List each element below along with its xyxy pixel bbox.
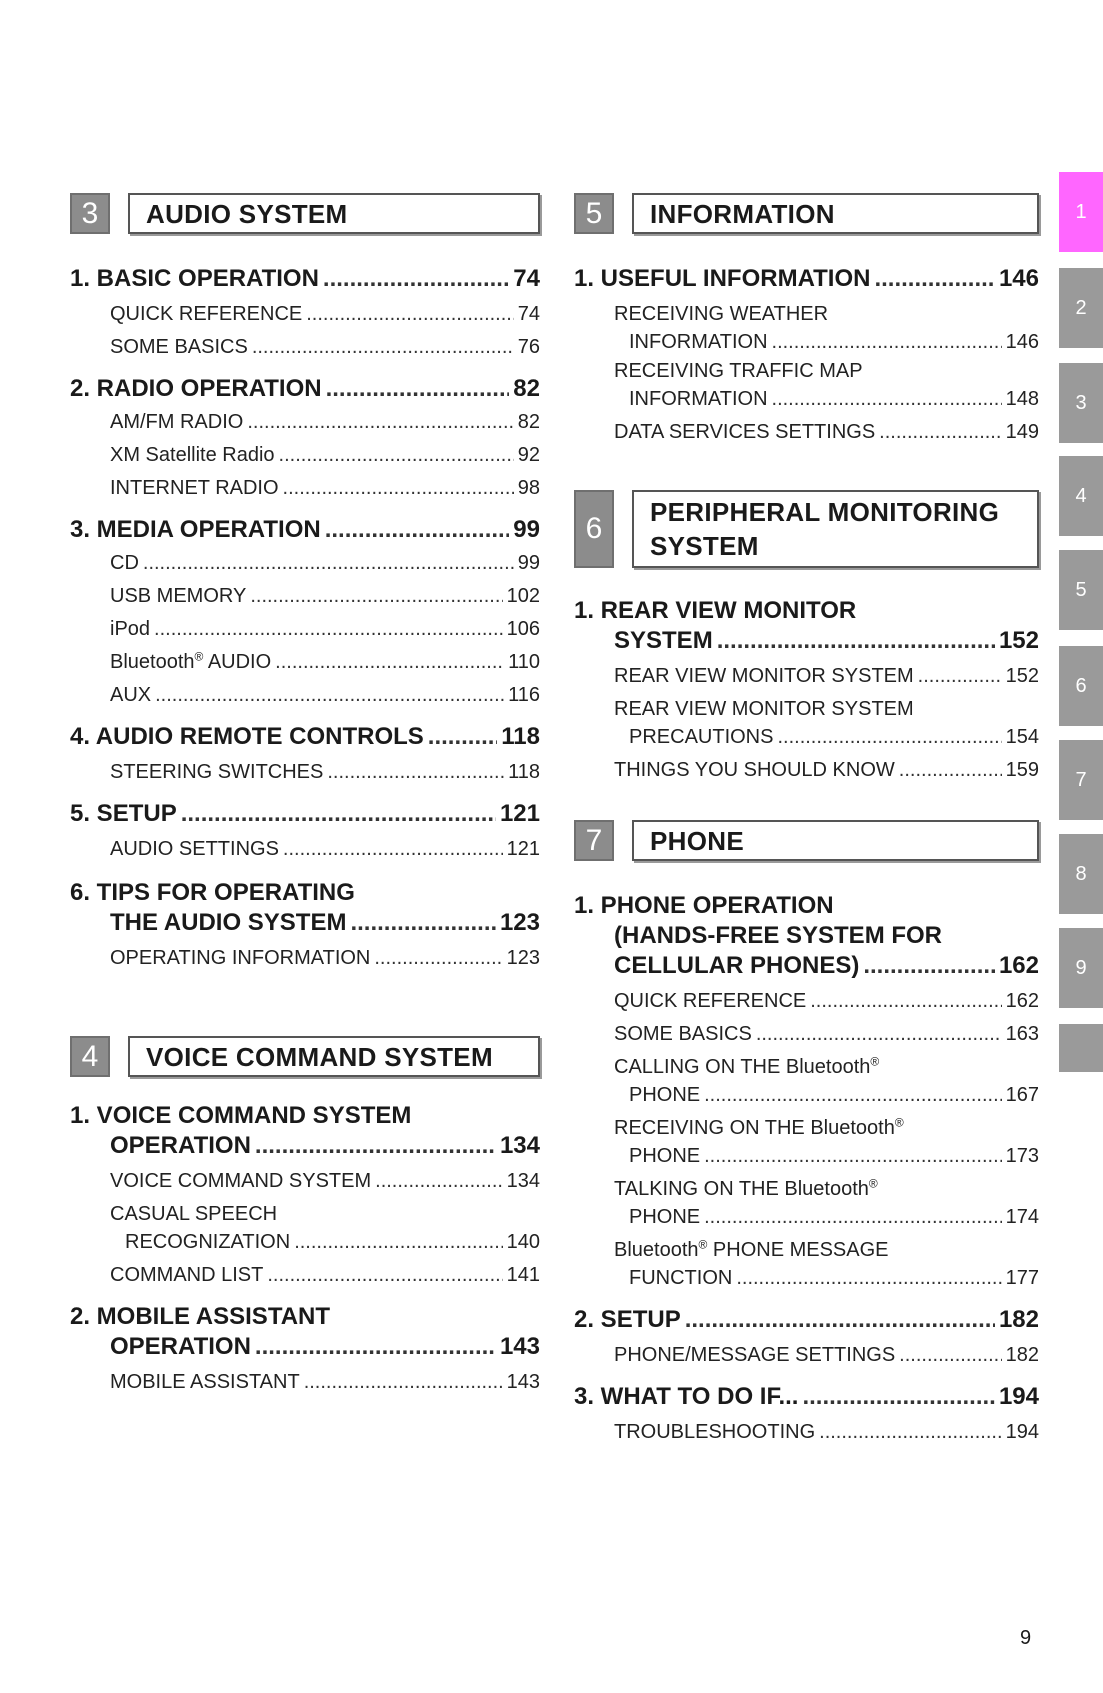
chapter-tab-2[interactable]: 2 [1059,268,1103,348]
section-title: AUDIO SYSTEM [128,193,540,234]
toc-item[interactable]: TROUBLESHOOTING ..... 194 [574,1421,1039,1454]
section-number: 6 [574,490,614,568]
toc-list-information [574,265,1039,454]
toc-item[interactable]: TALKING ON THE Bluetooth® PHONE ..... 174 [574,1178,1039,1239]
toc-item[interactable]: iPod ..... 106 [70,618,540,651]
section-voice-command [70,1036,540,1077]
toc-item[interactable]: AUX ..... 116 [70,684,540,717]
toc-list-audio [70,265,540,980]
toc-item[interactable]: QUICK REFERENCE ..... 162 [574,990,1039,1023]
section-number: 5 [574,193,614,234]
toc-heading[interactable]: 1. REAR VIEW MONITOR SYSTEM ..... 152 [574,597,1039,657]
chapter-tab-5[interactable]: 5 [1059,550,1103,630]
toc-item[interactable]: PHONE/MESSAGE SETTINGS ..... 182 [574,1344,1039,1377]
toc-item[interactable]: SOME BASICS ..... 163 [574,1023,1039,1056]
toc-item[interactable]: Bluetooth® AUDIO ..... 110 [70,651,540,684]
section-title: VOICE COMMAND SYSTEM [128,1036,540,1077]
page-number: 9 [1020,1627,1032,1649]
section-information [574,193,1039,234]
toc-item[interactable]: MOBILE ASSISTANT ..... 143 [70,1371,540,1404]
section-title: INFORMATION [632,193,1039,234]
toc-heading[interactable]: 1. BASIC OPERATION ..... 74 [70,265,540,295]
toc-item[interactable]: VOICE COMMAND SYSTEM ..... 134 [70,1170,540,1203]
toc-item[interactable]: DATA SERVICES SETTINGS ..... 149 [574,421,1039,454]
chapter-tab-7[interactable]: 7 [1059,740,1103,820]
chapter-tab-3[interactable]: 3 [1059,363,1103,443]
toc-item[interactable]: AUDIO SETTINGS ..... 121 [70,838,540,871]
toc-item[interactable]: RECEIVING TRAFFIC MAP INFORMATION ..... 148 [574,360,1039,421]
toc-heading[interactable]: 2. RADIO OPERATION ..... 82 [70,375,540,405]
toc-list-peripheral [574,597,1039,792]
toc-item[interactable]: AM/FM RADIO ..... 82 [70,411,540,444]
chapter-tab-1[interactable]: 1 [1059,172,1103,252]
toc-list-voice [70,1102,540,1404]
section-number: 7 [574,820,614,861]
toc-item[interactable]: STEERING SWITCHES ..... 118 [70,761,540,794]
toc-heading[interactable]: 2. SETUP ..... 182 [574,1306,1039,1336]
toc-item[interactable]: CALLING ON THE Bluetooth® PHONE ..... 167 [574,1056,1039,1117]
toc-item[interactable]: Bluetooth® PHONE MESSAGE FUNCTION ..... 177 [574,1239,1039,1300]
toc-heading[interactable]: 5. SETUP ..... 121 [70,800,540,830]
toc-heading[interactable]: 3. WHAT TO DO IF... ..... 194 [574,1383,1039,1413]
toc-heading[interactable]: 1. PHONE OPERATION (HANDS-FREE SYSTEM FOR CELLULAR PHONES) ..... 162 [574,892,1039,982]
section-peripheral-monitoring [574,490,1039,568]
toc-heading[interactable]: 2. MOBILE ASSISTANT OPERATION ..... 143 [70,1303,540,1363]
section-number: 4 [70,1036,110,1077]
section-title: PERIPHERAL MONITORING SYSTEM [632,490,1039,568]
toc-item[interactable]: OPERATING INFORMATION ..... 123 [70,947,540,980]
toc-item[interactable]: QUICK REFERENCE ..... 74 [70,303,540,336]
toc-heading[interactable]: 6. TIPS FOR OPERATING THE AUDIO SYSTEM ..... 123 [70,879,540,939]
toc-heading[interactable]: 3. MEDIA OPERATION ..... 99 [70,516,540,546]
toc-item[interactable]: REAR VIEW MONITOR SYSTEM PRECAUTIONS ..... 154 [574,698,1039,759]
chapter-tab-4[interactable]: 4 [1059,456,1103,536]
toc-item[interactable]: XM Satellite Radio ..... 92 [70,444,540,477]
toc-heading[interactable]: 1. USEFUL INFORMATION ..... 146 [574,265,1039,295]
toc-item[interactable]: CD ..... 99 [70,552,540,585]
toc-heading[interactable]: 1. VOICE COMMAND SYSTEM OPERATION ..... 134 [70,1102,540,1162]
toc-item[interactable]: REAR VIEW MONITOR SYSTEM ..... 152 [574,665,1039,698]
section-title: PHONE [632,820,1039,861]
toc-item[interactable]: SOME BASICS ..... 76 [70,336,540,369]
chapter-tab-6[interactable]: 6 [1059,646,1103,726]
section-number: 3 [70,193,110,234]
toc-item[interactable]: INTERNET RADIO ..... 98 [70,477,540,510]
toc-item[interactable]: CASUAL SPEECH RECOGNIZATION ..... 140 [70,1203,540,1264]
section-audio-system [70,193,540,234]
toc-item[interactable]: COMMAND LIST ..... 141 [70,1264,540,1297]
chapter-tab-index[interactable] [1059,1024,1103,1072]
toc-item[interactable]: THINGS YOU SHOULD KNOW ..... 159 [574,759,1039,792]
chapter-tab-9[interactable]: 9 [1059,928,1103,1008]
toc-item[interactable]: RECEIVING ON THE Bluetooth® PHONE ..... 173 [574,1117,1039,1178]
toc-item[interactable]: USB MEMORY ..... 102 [70,585,540,618]
chapter-tab-8[interactable]: 8 [1059,834,1103,914]
toc-heading[interactable]: 4. AUDIO REMOTE CONTROLS ..... 118 [70,723,540,753]
toc-item[interactable]: RECEIVING WEATHER INFORMATION ..... 146 [574,303,1039,364]
toc-list-phone [574,892,1039,1454]
section-phone [574,820,1039,861]
